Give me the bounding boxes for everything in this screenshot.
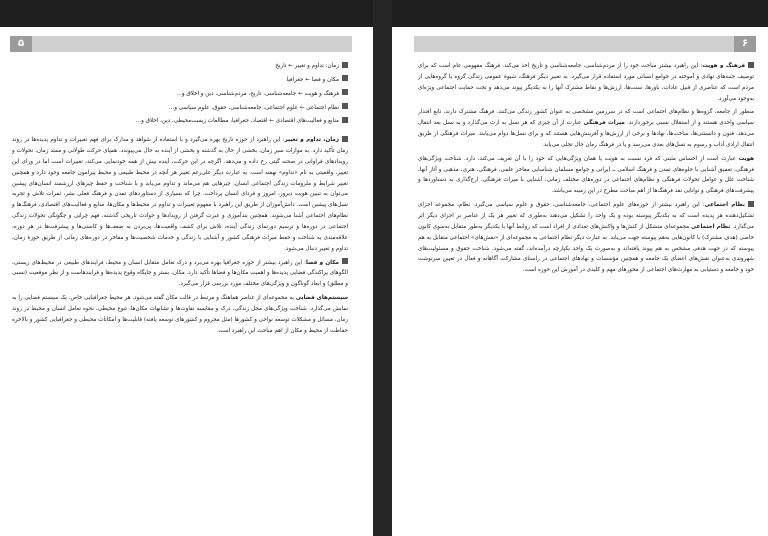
identity-paragraph: هویت عبارت است از احساس مثبتی که فرد نسبت به هویت یا همان ویژگی‌هایی که خود را با آن تعریف می‌کند، دارد. شناخت ویژگی‌های فرهنگی، تعمیق آشنایی با جلوه‌های تمدن و فرهنگ اسلامی ــ ایرانی و جوامع مسلمان شناسایی مفاخر علمی، فرهنگی، هنری، مذهبی و آثار آنها، شناخت علل و عوامل تحولات فرهنگی و نظام‌های اجتماعی در دوره‌های مختلف زمانی، آشنایی با میراث فرهنگی، ارج‌گذاری به دستاوردها و پیشرفت‌های فرهنگی و توانایی نقد فرهنگ‌ها از اهم مباحث مطرح در این زمینه می‌باشد. [418,155,754,195]
right-page-number: ۶ [734,36,756,52]
paragraph-heading: مکان و فضا [306,259,339,266]
square-bullet-icon [342,258,348,264]
book-spine-divider [373,0,392,536]
square-bullet-icon [342,136,348,142]
time-continuity-paragraph: زمان، تداوم و تغییر: این راهبرد از حوزه تاریخ بهره می‌گیرد و با استفاده از شواهد و مدارک برای فهم تغییرات و تداوم پدیده‌ها در روند زمان تأکید دارد. به موازات سیر زمان، بخشی از حال به گذشته و بخشی از آینده به حال می‌پیوندد. همپای حرکت طولانی و ممتد زمان، تحولات و رویدادهای فراوانی در صحنه گیتی رخ داده و می‌دهد. اگرچه در این حرکت، آینده بیش از همه خودنمایی می‌کند، تغییرات است اما در ورای این تغییر، واقعیتی به نام «تداوم» نهفته است. به عبارت دیگر علی‌رغم تغییر هر آنچه در محیط طبیعی و محیط پیرامون جامعه وجود دارد و همچنین تغییر شرایط و ملزومات زندگی اجتماعی انسان، چیزهایی هم می‌ماند و تداوم می‌یابد و با شناخت و حفظ چیزهای ارزشمند انسان‌های پیشین می‌توان به تبیین هویت دیروز، امروز و فردای انسان پرداخت. چرا که بسیاری از دستاوردهای تمدن و فرهنگ فعلی بشر، ثمرات تلاش و تجربه نسل‌های پیشین است. دانش‌آموزان از طریق این راهبرد با مفهوم تغییرات و تداوم در محیط‌ها و مکان‌ها، منابع و فعالیت‌های اقتصادی، فرهنگ‌ها و نظام‌های اجتماعی آشنا می‌شوند. همچنین بتدآموزی و عبرت گرفتن از رویدادها و حوادث تاریخی گذشته، فهم چرایی و چگونگی تحولات زندگی اجتماعی در دوره‌ها و ترسیم دورنمای زندگی آینده، تلاش برای کشف واقعیت‌ها، پی‌بردن به ضعف‌ها و کاستی‌ها و پیشرفت‌ها در هر دوره، علاقه‌مندی به شناخت و حفظ میراث فرهنگی کشور و آشنایی با زندگی و خدمات شخصیت‌ها و مفاخر در دوره‌های زمانی از طریق حوزهٔ زمان، تداوم و تغییر دنبال می‌شود. [12,137,348,252]
square-bullet-icon [342,62,348,68]
topic-list-item: مکان و فضا ← جغرافیا [12,75,348,86]
topic-list-item: نظام اجتماعی ← علوم اجتماعی، جامعه‌شناسی، حقوق، علوم سیاسی و... [12,103,348,114]
left-page-header-bar [10,36,352,52]
left-page-content [12,61,348,339]
square-bullet-icon [342,103,348,109]
spatial-systems-paragraph: سیستم‌های فضایی به مجموعه‌ای از عناصر هماهنگ و مرتبط در قالب مکان گفته می‌شود. هر محیط جغرافیایی خاص، یک سیستم فضایی را به نمایش می‌گذارد. شناخت ویژگی‌های محل زندگی، درک و مقایسه تفاوت‌ها و تشابهات مکان‌ها، تنوع محیطی، نحوه تعامل انسان و محیط در روند زمان، مسائل و مشکلات توسعه نواحی و کشورها (مثل محروم و کشورهای توسعه یافته) قابلیت‌ها و امکانات محیطی و جغرافیایی کشور و بالاخره حفاظت از محیط و مکان از اهم مباحث این راهبرد است. [12,295,349,334]
paragraph-heading: سیستم‌های فضایی [295,295,349,302]
right-page-header-bar [414,36,756,52]
topic-list-item: فرهنگ و هویت ← جامعه‌شناسی، تاریخ، مردم‌شناسی، دین و اخلاق و... [12,89,348,100]
social-system-paragraph: نظام اجتماعی: این راهبرد بیشتر از حوزه‌های علوم اجتماعی، جامعه‌شناسی، حقوق و علوم سیاسی می‌گیرد. نظام، مجموعه اجزای تشکیل‌دهنده هر پدیده است که به یکدیگر پیوسته بوده و یک واحد را تشکیل می‌دهند به‌طوری که تغییر هر یک از عناصر بر اجزای دیگر اثر می‌گذارد. نظام اجتماعی مجموعه‌ای متشکل از کنش‌ها و واکنش‌های تعدادی از افراد است که روابط آنها با یکدیگر به‌طور متقابل به‌سوی کانون خاصی (هدف مشترک) با کانون‌هایی به‌هم پیوسته جهت می‌یابد. به عبارت دیگر نظام اجتماعی به مجموعه‌ای از «نقش‌های» اجتماعی متقابل به هم پیوسته که در جهت هدفی مشخص به هم پیوند یافته‌اند و به‌صورت یک واحد یکپارچه درآمده‌اند، گفته می‌شود. شناخت حقوق و مسئولیت‌های شهروندی به‌عنوان نقش‌های اعضای یک جامعه و همچنین مؤسسات و نهادهای اجتماعی در راستای مشارکت آگاهانه و فعال در تعیین سرنوشت خود و جامعه و دستیابی به مهارت‌های اجتماعی از محورهای مهم و کلیدی در آموزش این حوزه است. [418,202,755,274]
right-page [392,27,768,536]
square-bullet-icon [342,89,348,95]
paragraph-heading: نظام اجتماعی [704,202,745,209]
left-page [0,27,373,536]
paragraph-heading: زمان، تداوم و تغییر [284,137,339,144]
paragraph-heading: فرهنگ و هویت [702,63,745,69]
topic-list-item: زمان: تداوم و تغییر ← تاریخ [12,61,348,72]
square-bullet-icon [342,75,348,81]
culture-identity-paragraph: فرهنگ و هویت: این راهبرد بیشتر مباحث خود را از مردم‌شناسی، جامعه‌شناسی و تاریخ اخذ می‌کند. فرهنگ مفهومی عام است که برای توصیف جنبه‌های نهادی و آموخته در جوامع انسانی مورد استفاده قرار می‌گیرد. به تعبیر دیگر فرهنگ، شیوهٔ عمومی زندگی گروه یا گروه‌هایی از مردم است که عناصری از قبیل عادات، باورها، سنت‌ها، ارزش‌ها و نقاط مشترک آنها را به یکدیگر پیوند می‌دهد و تحت حمایت اجتماعی ویژه‌ای به‌وجود می‌آورد. [418,63,754,102]
right-page-content [418,61,754,279]
square-bullet-icon [748,62,754,68]
square-bullet-icon [748,201,754,207]
society-heritage-paragraph: منظور از جامعه، گروه‌ها و نظام‌های اجتماعی است که در سرزمین مشخصی به عنوان کشور زندگی می‌کنند. فرهنگ مشترک دارند، تابع اقتدار سیاسی واحدی هستند و از استقلال نسبی برخوردارند. میراث فرهنگی عبارت از آن چیزی که هر نسل به ارث می‌گذارد و به نسل بعد انتقال می‌دهد. فنون و دانستنی‌ها، ساخت‌ها، نهادها و برخی از ارزش‌ها و آفرینش‌هایی هستند که و برای نسل‌ها دوام می‌یابند. میراث فرهنگی از طریق انتقال ارادی آداب و رسوم به نسل‌های بعدی می‌رسد و یا در فرهنگ زمان حال تجلی می‌یابد. [418,109,754,148]
square-bullet-icon [342,117,348,123]
left-page-number: ۵ [10,36,32,52]
place-space-paragraph: مکان و فضا: این راهبرد بیشتر از حوزه جغرافیا بهره می‌برد و درک تعامل متقابل انسان و محیط، فرایندهای طبیعی در محیط‌های زیستی، الگوهای پراکندگی فضایی پدیده‌ها و اهمیت مکان‌ها و فضاها تأکید دارد. مکان، بستر و جایگاه وقوع پدیده‌ها و فرایندهاست و از نظر موقعیت (نسبی و مطلق) و ابعاد گوناگون و ویژگی‌های مختلف مورد بررسی قرار می‌گیرد. [12,259,348,288]
topic-list-item: منابع و فعالیت‌های اقتصادی ← اقتصاد، جغرافیا، مطالعات زیست‌محیطی، دین، اخلاق و... [12,116,348,127]
